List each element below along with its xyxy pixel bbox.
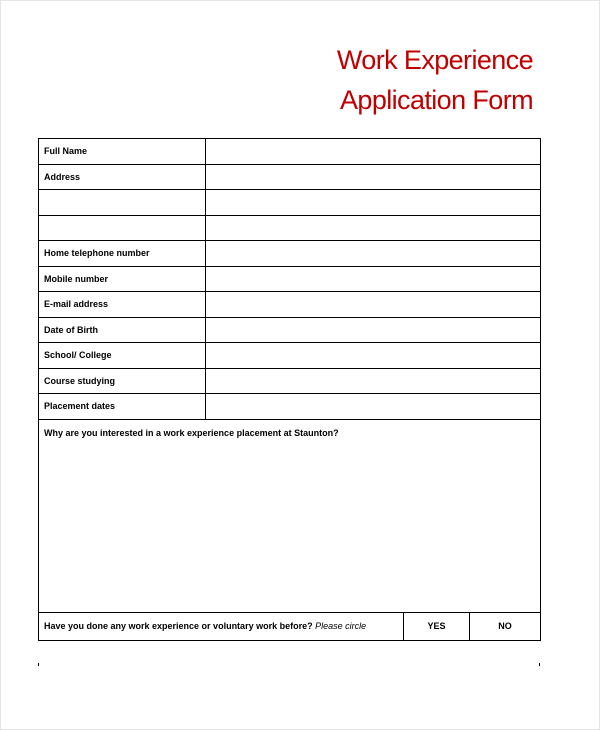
label-mobile: Mobile number xyxy=(39,266,206,292)
label-date-of-birth: Date of Birth xyxy=(39,317,206,343)
form-title-line-1: Work Experience xyxy=(336,45,533,75)
label-full-name: Full Name xyxy=(39,139,206,165)
address-field[interactable] xyxy=(206,164,541,190)
label-course: Course studying xyxy=(39,368,206,394)
interest-question-label: Why are you interested in a work experience placement at Staunton? xyxy=(44,427,339,438)
label-placement-dates: Placement dates xyxy=(39,394,206,420)
email-field[interactable] xyxy=(206,292,541,318)
please-circle-hint: Please circle xyxy=(315,621,367,631)
row-school xyxy=(39,343,541,369)
work-experience-question xyxy=(39,612,404,640)
row-address-line-2 xyxy=(39,190,541,216)
label-blank-1 xyxy=(39,190,206,216)
table-continuation xyxy=(38,663,540,666)
mobile-field[interactable] xyxy=(206,266,541,292)
no-option[interactable]: NO xyxy=(470,612,541,640)
label-blank-2 xyxy=(39,215,206,241)
full-name-field[interactable] xyxy=(206,139,541,165)
work-experience-question-label: Have you done any work experience or voluntary work before? xyxy=(44,621,313,631)
form-title xyxy=(337,40,533,120)
interest-answer-area[interactable] xyxy=(39,419,541,612)
row-home-telephone xyxy=(39,241,541,267)
school-field[interactable] xyxy=(206,343,541,369)
yes-option[interactable]: YES xyxy=(404,612,470,640)
row-address xyxy=(39,164,541,190)
course-field[interactable] xyxy=(206,368,541,394)
row-full-name xyxy=(39,139,541,165)
form-title-line-2: Application Form xyxy=(340,85,533,115)
address-line-3-field[interactable] xyxy=(206,215,541,241)
row-work-experience xyxy=(39,612,541,640)
label-email: E-mail address xyxy=(39,292,206,318)
row-email xyxy=(39,292,541,318)
label-school: School/ College xyxy=(39,343,206,369)
row-interest-question xyxy=(39,419,541,612)
placement-dates-field[interactable] xyxy=(206,394,541,420)
application-form-table xyxy=(38,138,541,641)
row-address-line-3 xyxy=(39,215,541,241)
label-home-telephone: Home telephone number xyxy=(39,241,206,267)
row-placement-dates xyxy=(39,394,541,420)
date-of-birth-field[interactable] xyxy=(206,317,541,343)
row-course xyxy=(39,368,541,394)
row-date-of-birth xyxy=(39,317,541,343)
label-address: Address xyxy=(39,164,206,190)
home-telephone-field[interactable] xyxy=(206,241,541,267)
address-line-2-field[interactable] xyxy=(206,190,541,216)
row-mobile xyxy=(39,266,541,292)
